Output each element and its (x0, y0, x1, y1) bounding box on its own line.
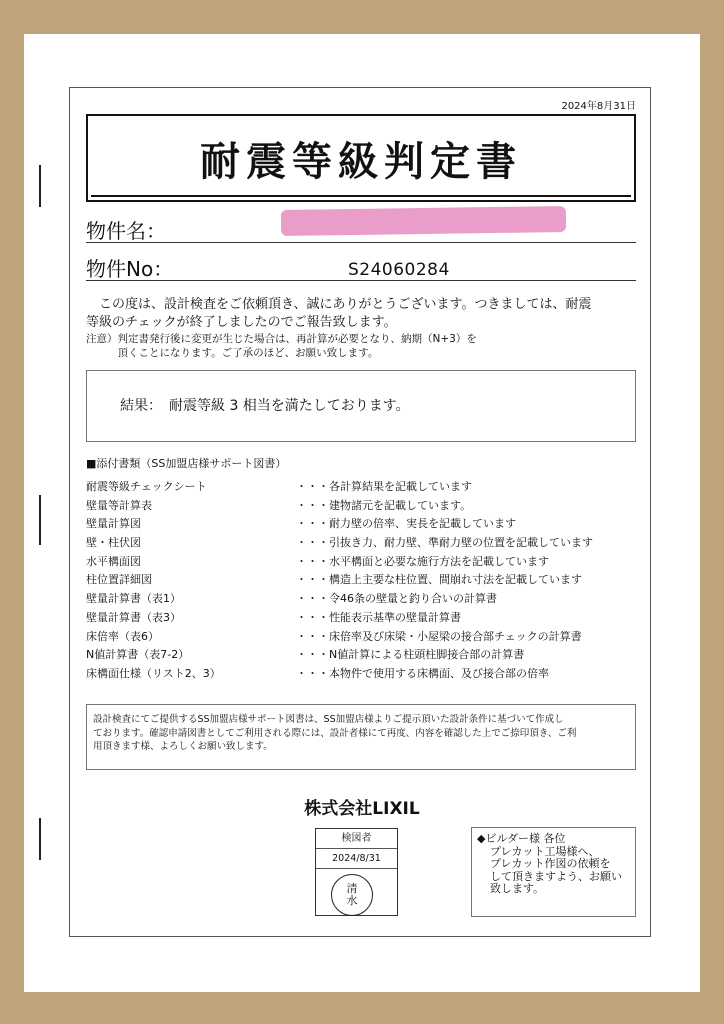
list-item (86, 646, 646, 665)
document-title: 耐震等級判定書 (200, 138, 522, 185)
disclaimer-box (86, 704, 636, 770)
list-item (86, 497, 646, 516)
issue-date: 2024年8月31日 (561, 101, 636, 112)
result-text: 結果： 耐震等級 3 相当を満たしております。 (120, 398, 410, 414)
list-item (86, 534, 646, 553)
item-desc: ・・・構造上主要な柱位置、間崩れ寸法を記載しています (296, 573, 582, 587)
item-name: 壁量計算書（表3） (86, 610, 181, 624)
inspector-box (315, 828, 398, 916)
intro-paragraph (86, 296, 641, 332)
list-item (86, 515, 646, 534)
property-number-row (86, 252, 636, 281)
property-name-row (86, 214, 636, 243)
item-desc: ・・・耐力壁の倍率、実長を記載しています (296, 517, 516, 531)
item-name: 壁量等計算表 (86, 498, 152, 512)
builder-note-line: ◆ビルダー様 各位 (477, 832, 566, 845)
binding-mark (39, 165, 41, 207)
list-item (86, 590, 646, 609)
list-item (86, 609, 646, 628)
disclaimer-line: ております。確認申請図書としてご利用される際には、設計者様にて再度、内容を確認した上でご捺印頂き、ご利 (93, 727, 577, 739)
binding-mark (39, 495, 41, 545)
inspector-stamp (331, 874, 373, 916)
item-name: 柱位置詳細図 (86, 573, 152, 587)
builder-note-box (471, 827, 636, 917)
item-desc: ・・・性能表示基準の壁量計算書 (296, 610, 461, 624)
list-item (86, 628, 646, 647)
list-item (86, 478, 646, 497)
list-item (86, 665, 646, 684)
list-item (86, 553, 646, 572)
title-underline (91, 195, 631, 197)
company-name: 株式会社LIXIL (304, 799, 420, 819)
title-box (86, 114, 636, 202)
attachments-list (86, 478, 646, 684)
item-name: 壁量計算書（表1） (86, 592, 181, 606)
item-name: 壁量計算図 (86, 517, 141, 531)
disclaimer-line: 用頂きます様、よろしくお願い致します。 (93, 741, 273, 752)
disclaimer-line: 設計検査にてご提供するSS加盟店様サポート図書は、SS加盟店様よりご提示頂いた設計条件に基づいて作成し (93, 714, 564, 725)
builder-note-line: 致します。 (490, 882, 545, 895)
item-name: 水平構面図 (86, 554, 141, 568)
redaction-mark (281, 206, 566, 236)
caution-note (86, 333, 636, 360)
item-name: 床構面仕様（リスト2、3） (86, 666, 221, 680)
builder-note-line: プレカット作図の依頼を (490, 857, 611, 870)
result-box (86, 370, 636, 442)
property-number-label: 物件No： (86, 257, 174, 281)
property-number-value: S24060284 (348, 260, 450, 280)
item-desc: ・・・各計算結果を記載しています (296, 480, 472, 493)
item-desc: ・・・令46条の壁量と釣り合いの計算書 (296, 592, 497, 606)
builder-note-line: プレカット工場様へ、 (490, 844, 600, 858)
note-line: 注意）判定書発行後に変更が生じた場合は、再計算が必要となり、納期（N+3）を (86, 333, 477, 345)
stamp-char: 清 (346, 882, 358, 895)
item-name: 壁・柱伏図 (86, 536, 141, 550)
item-desc: ・・・水平構面と必要な施行方法を記載しています (296, 554, 549, 568)
item-desc: ・・・N値計算による柱頭柱脚接合部の計算書 (296, 648, 525, 662)
intro-line: この度は、設計検査をご依頼頂き、誠にありがとうございます。つきましては、耐震 (86, 297, 592, 312)
attachments-title: ■添付書類（SS加盟店様サポート図書） (86, 457, 287, 470)
stamp-char: 水 (346, 894, 358, 907)
intro-line: 等級のチェックが終了しましたのでご報告致します。 (86, 315, 397, 330)
item-desc: ・・・本物件で使用する床構面、及び接合部の倍率 (296, 666, 549, 680)
item-name: 床倍率（表6） (86, 629, 159, 643)
builder-note-line: して頂きますよう、お願い (490, 869, 622, 883)
property-name-label: 物件名： (86, 219, 166, 243)
item-desc: ・・・床倍率及び床梁・小屋梁の接合部チェックの計算書 (296, 629, 582, 643)
item-desc: ・・・建物諸元を記載しています。 (296, 498, 472, 512)
inspector-header: 検図者 (316, 829, 397, 849)
binding-mark (39, 818, 41, 860)
list-item (86, 571, 646, 590)
inspection-date: 2024/8/31 (316, 849, 397, 869)
item-name: N値計算書（表7-2） (86, 648, 190, 662)
item-desc: ・・・引抜き力、耐力壁、準耐力壁の位置を記載しています (296, 536, 593, 550)
note-line: 頂くことになります。ご了承のほど、お願い致します。 (86, 346, 379, 359)
item-name: 耐震等級チェックシート (86, 480, 207, 493)
